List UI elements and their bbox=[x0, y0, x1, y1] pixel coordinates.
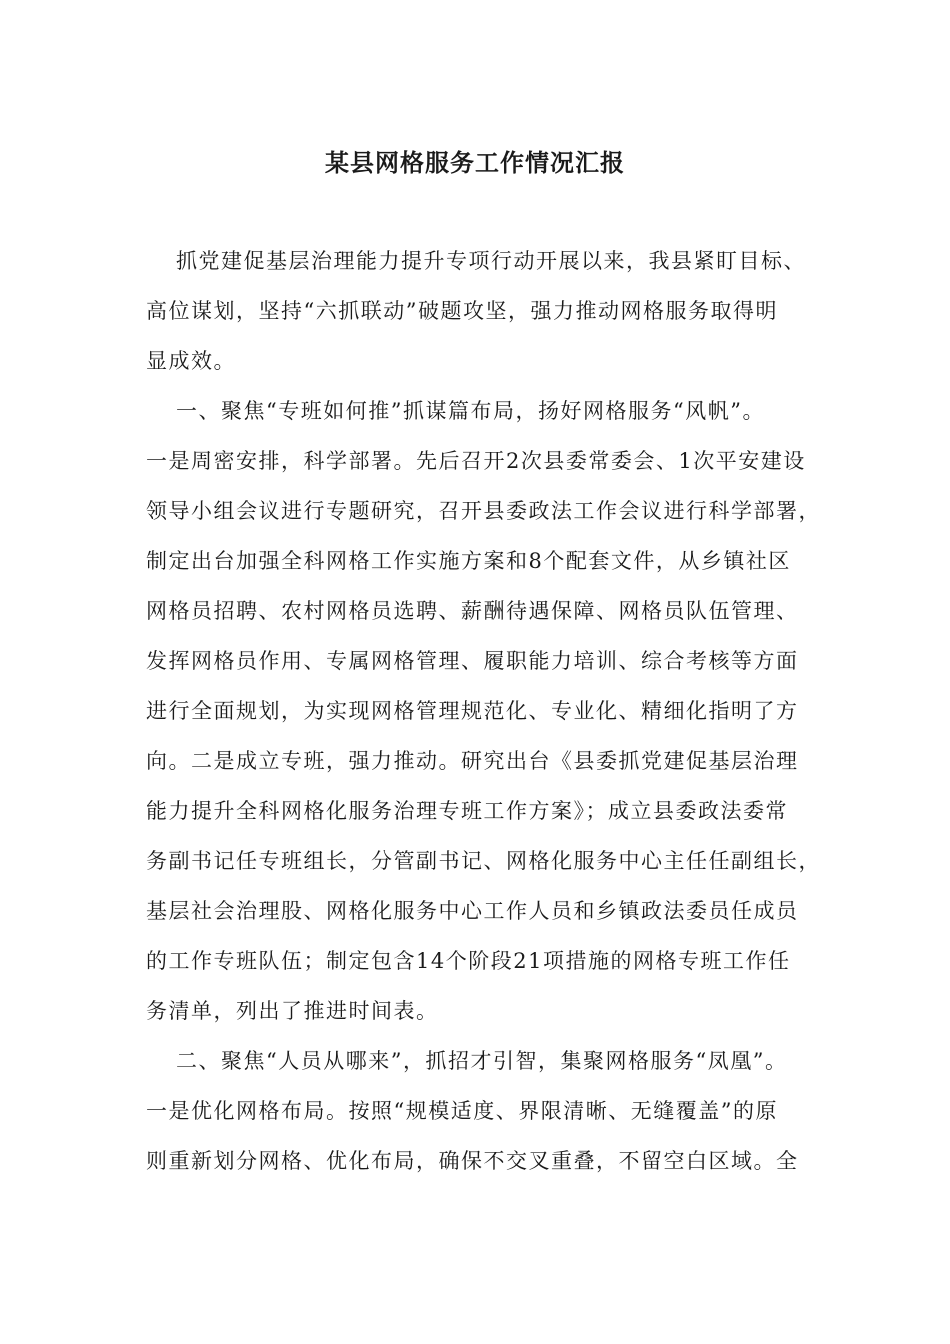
paragraph-line: 高位谋划，坚持“六抓联动”破题攻坚，强力推动网格服务取得明 bbox=[146, 299, 778, 323]
paragraph-line: 一是优化网格布局。按照“规模适度、界限清晰、无缝覆盖”的原 bbox=[146, 1099, 778, 1123]
section-heading-line: 二、聚焦“人员从哪来”，抓招才引智，集聚网格服务“凤凰”。 bbox=[176, 1049, 788, 1073]
paragraph-line: 抓党建促基层治理能力提升专项行动开展以来，我县紧盯目标、 bbox=[176, 249, 806, 273]
paragraph-line: 一是周密安排，科学部署。先后召开2次县委常委会、1次平安建设 bbox=[146, 449, 806, 473]
paragraph-line: 的工作专班队伍；制定包含14个阶段21项措施的网格专班工作任 bbox=[146, 949, 791, 973]
paragraph-line: 务清单，列出了推进时间表。 bbox=[146, 999, 439, 1023]
paragraph-line: 发挥网格员作用、专属网格管理、履职能力培训、综合考核等方面 bbox=[146, 649, 799, 673]
paragraph-line: 向。二是成立专班，强力推动。研究出台《县委抓党建促基层治理 bbox=[146, 749, 799, 773]
paragraph-line: 网格员招聘、农村网格员选聘、薪酬待遇保障、网格员队伍管理、 bbox=[146, 599, 799, 623]
paragraph-line: 制定出台加强全科网格工作实施方案和8个配套文件，从乡镇社区 bbox=[146, 549, 791, 573]
paragraph-line: 能力提升全科网格化服务治理专班工作方案》；成立县委政法委常 bbox=[146, 799, 788, 823]
paragraph-line: 显成效。 bbox=[146, 349, 236, 373]
paragraph-line: 基层社会治理股、网格化服务中心工作人员和乡镇政法委员任成员 bbox=[146, 899, 799, 923]
paragraph-line: 则重新划分网格、优化布局，确保不交叉重叠，不留空白区域。全 bbox=[146, 1149, 799, 1173]
paragraph-line: 领导小组会议进行专题研究，召开县委政法工作会议进行科学部署， bbox=[146, 499, 821, 523]
paragraph-line: 务副书记任专班组长，分管副书记、网格化服务中心主任任副组长， bbox=[146, 849, 821, 873]
paragraph-line: 进行全面规划，为实现网格管理规范化、专业化、精细化指明了方 bbox=[146, 699, 799, 723]
document-title: 某县网格服务工作情况汇报 bbox=[325, 149, 625, 177]
section-heading-line: 一、聚焦“专班如何推”抓谋篇布局，扬好网格服务“风帆”。 bbox=[176, 399, 765, 423]
